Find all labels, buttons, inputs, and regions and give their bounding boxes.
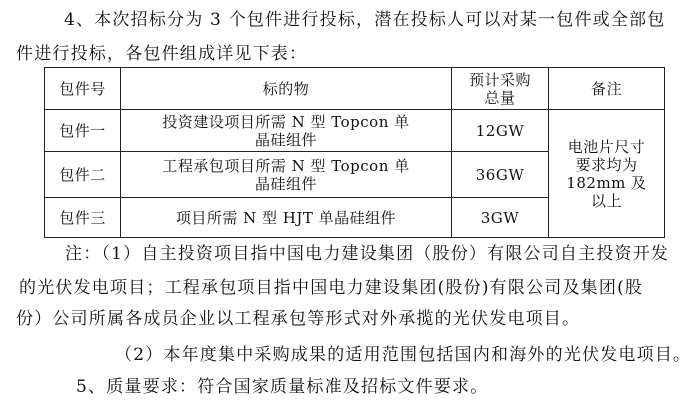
remark-cell bbox=[549, 110, 665, 238]
subject-cell bbox=[121, 110, 452, 152]
package-table bbox=[44, 67, 665, 238]
package-no-cell: 包件一 bbox=[45, 110, 121, 152]
package-no-cell: 包件三 bbox=[45, 198, 121, 238]
header-package-no: 包件号 bbox=[45, 68, 121, 110]
header-subject: 标的物 bbox=[121, 68, 452, 110]
paragraph-4-line-2: 件进行投标，各包件组成详见下表： bbox=[16, 44, 308, 64]
header-remark: 备注 bbox=[549, 68, 665, 110]
note-2: （2）本年度集中采购成果的适用范围包括国内和海外的光伏发电项目。 bbox=[115, 345, 692, 365]
table-header-row bbox=[45, 68, 665, 110]
remark-text: 电池片尺寸要求均为 182mm 及以上 bbox=[566, 137, 647, 210]
quantity-cell: 36GW bbox=[452, 152, 549, 198]
quantity-cell: 12GW bbox=[452, 110, 549, 152]
subject-cell: 项目所需 N 型 HJT 单晶硅组件 bbox=[121, 198, 452, 238]
header-quantity-text: 预计采购总量 bbox=[468, 70, 531, 107]
note-1-line-3: 份）公司所属各成员企业以工程承包等形式对外承揽的光伏发电项目。 bbox=[16, 309, 581, 329]
subject-cell bbox=[121, 152, 452, 198]
note-1-line-2: 的光伏发电项目；工程承包项目指中国电力建设集团(股份)有限公司及集团(股 bbox=[19, 278, 644, 298]
subject-text: 投资建设项目所需 N 型 Topcon 单晶硅组件 bbox=[162, 112, 410, 149]
note-1-line-1: 注：（1）自主投资项目指中国电力建设集团（股份）有限公司自主投资开发 bbox=[65, 244, 670, 264]
table-row bbox=[45, 110, 665, 152]
subject-text: 工程承包项目所需 N 型 Topcon 单晶硅组件 bbox=[162, 156, 410, 193]
header-quantity bbox=[452, 68, 549, 110]
paragraph-4-line-1: 4、本次招标分为 3 个包件进行投标，潜在投标人可以对某一包件或全部包 bbox=[64, 10, 666, 30]
quantity-cell: 3GW bbox=[452, 198, 549, 238]
paragraph-5: 5、质量要求：符合国家质量标准及招标文件要求。 bbox=[76, 377, 489, 397]
package-no-cell: 包件二 bbox=[45, 152, 121, 198]
